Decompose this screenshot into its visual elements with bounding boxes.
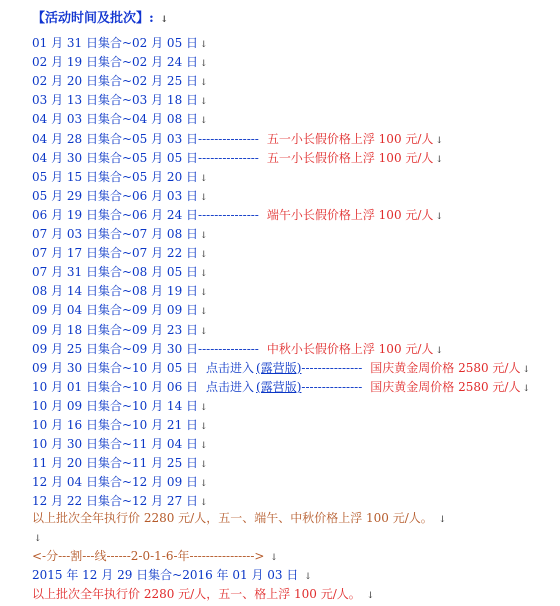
section-title-text: 【活动时间及批次】:: [32, 11, 154, 26]
paragraph-mark: ↓: [200, 250, 208, 261]
divider-line: [32, 547, 278, 566]
schedule-row: [32, 110, 208, 129]
dash-leader: ---------------: [198, 131, 259, 146]
price-note: 国庆黄金周价格 2580 元/人: [370, 379, 521, 394]
schedule-row: [32, 454, 208, 473]
schedule-row-next-year: [32, 566, 312, 585]
paragraph-mark: ↓: [200, 116, 208, 127]
schedule-row: [32, 225, 208, 244]
paragraph-mark: ↓: [200, 59, 208, 70]
schedule-row: [32, 397, 208, 416]
dash-leader: ---------------: [301, 379, 363, 394]
paragraph-mark: ↓: [270, 553, 278, 563]
schedule-row: [32, 149, 443, 168]
schedule-date: 09 月 25 日集合~09 月 30 日: [32, 341, 199, 356]
schedule-date: 05 月 29 日集合~06 月 03 日: [32, 188, 199, 203]
schedule-row: [32, 206, 443, 225]
schedule-row: [32, 34, 208, 53]
schedule-row: [32, 168, 208, 187]
paragraph-mark: ↓: [34, 534, 42, 544]
schedule-date: 10 月 30 日集合~11 月 04 日: [32, 437, 199, 452]
schedule-date: 06 月 19 日集合~06 月 24 日: [32, 207, 199, 222]
schedule-row: [32, 321, 208, 340]
schedule-date: 02 月 20 日集合~02 月 25 日: [32, 74, 199, 89]
paragraph-mark: ↓: [200, 40, 208, 50]
schedule-date: 10 月 09 日集合~10 月 14 日: [32, 398, 199, 413]
schedule-date: 04 月 03 日集合~04 月 08 日: [32, 112, 199, 127]
schedule-row: [32, 130, 443, 149]
paragraph-mark: ↓: [160, 15, 168, 25]
divider-text: <-分---割---线------2-0-1-6-年---------------->: [32, 549, 265, 563]
paragraph-mark: ↓: [200, 78, 208, 89]
price-note: 国庆黄金周价格 2580 元/人: [370, 360, 521, 375]
paragraph-mark: ↓: [435, 211, 443, 222]
schedule-date: 10 月 01 日集合~10 月 06 日: [32, 379, 199, 394]
schedule-row: [32, 359, 530, 378]
schedule-row: [32, 187, 208, 206]
click-enter-text: 点击进入: [206, 360, 255, 375]
summary-line-next-year: [32, 585, 374, 604]
paragraph-mark: ↓: [200, 402, 208, 413]
price-note: 五一小长假价格上浮 100 元/人: [266, 131, 434, 146]
schedule-date: 07 月 17 日集合~07 月 22 日: [32, 246, 199, 261]
summary-line: [32, 509, 446, 528]
paragraph-mark: ↓: [304, 572, 312, 582]
schedule-row: [32, 416, 208, 435]
schedule-date: 08 月 14 日集合~08 月 19 日: [32, 284, 199, 299]
schedule-row: [32, 473, 208, 492]
dash-leader: ---------------: [198, 150, 259, 165]
schedule-date: 12 月 22 日集合~12 月 27 日: [32, 494, 199, 509]
paragraph-mark: ↓: [200, 498, 208, 509]
schedule-date: 04 月 30 日集合~05 月 05 日: [32, 150, 199, 165]
schedule-row: [32, 263, 208, 282]
paragraph-mark: ↓: [200, 288, 208, 299]
paragraph-mark: ↓: [438, 515, 447, 525]
schedule-row: [32, 53, 208, 72]
paragraph-mark: ↓: [435, 135, 443, 146]
schedule-date: 10 月 16 日集合~10 月 21 日: [32, 418, 199, 432]
section-title: [32, 9, 168, 28]
paragraph-mark: ↓: [522, 383, 531, 394]
dash-leader: ---------------: [301, 360, 363, 375]
schedule-row: [32, 435, 208, 454]
price-note: 五一小长假价格上浮 100 元/人: [266, 150, 434, 165]
schedule-row: [32, 301, 208, 320]
schedule-date: 09 月 04 日集合~09 月 09 日: [32, 303, 199, 318]
schedule-date: 02 月 19 日集合~02 月 24 日: [32, 55, 199, 70]
paragraph-mark: ↓: [200, 460, 208, 471]
paragraph-mark: ↓: [200, 192, 208, 203]
empty-line: [32, 528, 42, 547]
paragraph-mark: ↓: [200, 422, 208, 432]
schedule-date: 11 月 20 日集合~11 月 25 日: [32, 456, 199, 471]
dash-leader: ---------------: [198, 207, 259, 222]
schedule-date: 07 月 03 日集合~07 月 08 日: [32, 227, 199, 241]
schedule-date: 03 月 13 日集合~03 月 18 日: [32, 93, 199, 108]
paragraph-mark: ↓: [200, 269, 208, 280]
paragraph-mark: ↓: [200, 326, 208, 337]
summary-text: 以上批次全年执行价 2280 元/人，五一、端午、中秋价格上浮 100 元/人。: [32, 511, 433, 525]
schedule-row: [32, 340, 443, 359]
schedule-row: [32, 282, 208, 301]
schedule-date: 2015 年 12 月 29 日集合~2016 年 01 月 03 日: [32, 568, 299, 582]
camping-version-link[interactable]: (露营版): [256, 379, 302, 394]
schedule-row: [32, 91, 208, 110]
summary-text: 以上批次全年执行价 2280 元/人，五一、格上浮 100 元/人。: [32, 587, 361, 601]
paragraph-mark: ↓: [200, 479, 208, 490]
paragraph-mark: ↓: [200, 441, 208, 452]
schedule-date: 09 月 30 日集合~10 月 05 日: [32, 360, 199, 375]
schedule-row: [32, 72, 208, 91]
schedule-date: 09 月 18 日集合~09 月 23 日: [32, 322, 199, 337]
paragraph-mark: ↓: [200, 97, 208, 108]
price-note: 中秋小长假价格上浮 100 元/人: [266, 341, 434, 356]
schedule-date: 12 月 04 日集合~12 月 09 日: [32, 475, 199, 490]
paragraph-mark: ↓: [435, 345, 443, 356]
paragraph-mark: ↓: [200, 231, 208, 241]
click-enter-text: 点击进入: [206, 379, 255, 394]
paragraph-mark: ↓: [200, 307, 208, 318]
camping-version-link[interactable]: (露营版): [256, 360, 302, 375]
schedule-row: [32, 378, 530, 397]
paragraph-mark: ↓: [366, 591, 375, 601]
schedule-date: 01 月 31 日集合~02 月 05 日: [32, 36, 199, 50]
dash-leader: ---------------: [198, 341, 259, 356]
paragraph-mark: ↓: [435, 154, 443, 165]
schedule-date: 04 月 28 日集合~05 月 03 日: [32, 131, 199, 146]
price-note: 端午小长假价格上浮 100 元/人: [266, 207, 434, 222]
schedule-row: [32, 244, 208, 263]
schedule-date: 05 月 15 日集合~05 月 20 日: [32, 169, 199, 184]
schedule-date: 07 月 31 日集合~08 月 05 日: [32, 265, 199, 280]
paragraph-mark: ↓: [200, 173, 208, 184]
paragraph-mark: ↓: [522, 364, 531, 375]
